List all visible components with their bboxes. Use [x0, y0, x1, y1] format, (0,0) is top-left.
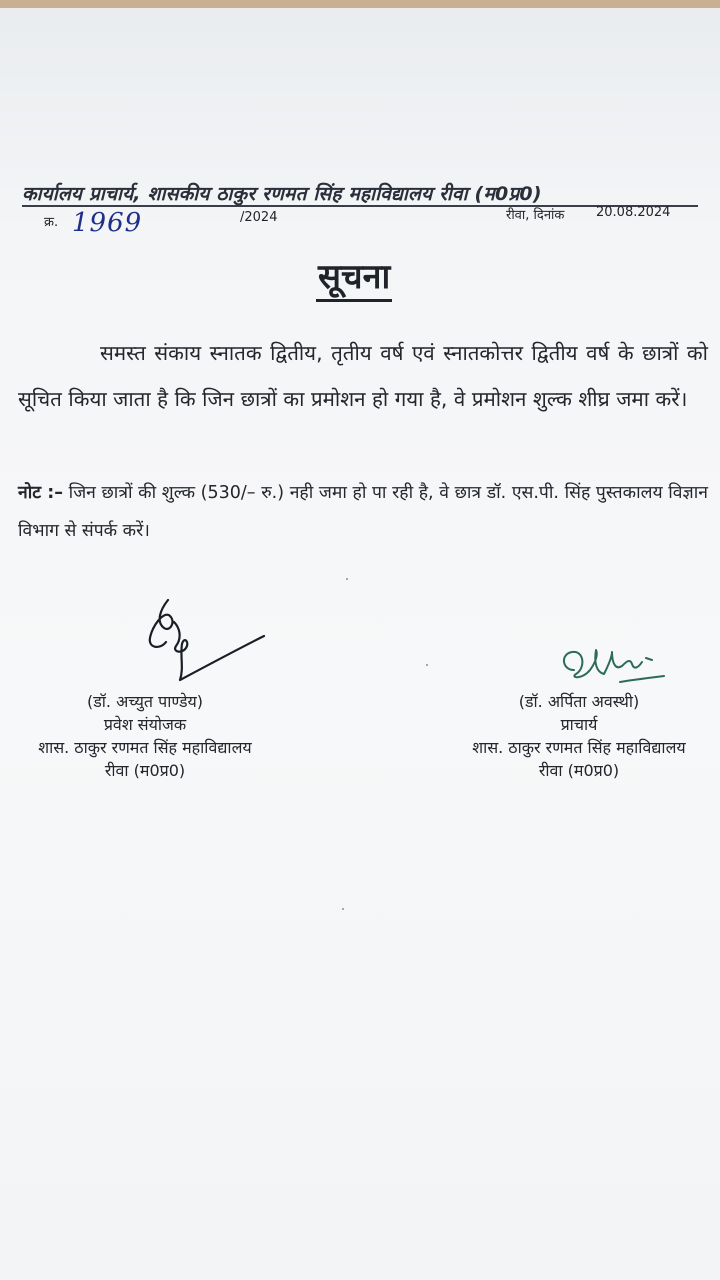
- paper-speck: [346, 578, 348, 580]
- reference-prefix: क्र.: [44, 215, 59, 230]
- notice-body: समस्त संकाय स्नातक द्वितीय, तृतीय वर्ष एवं स्नातकोत्तर द्वितीय वर्ष के छात्रों को सूचित किया जाता है कि जिन छात्रों का प्रमोशन हो गया है, वे प्रमोशन शुल्क शीघ्र जमा करें।: [18, 341, 708, 411]
- signatory-place: रीवा (म0प्र0): [104, 761, 186, 780]
- reference-year: /2024: [240, 210, 278, 225]
- signatory-name: (डॉ. अर्पिता अवस्थी): [518, 692, 640, 711]
- signature-right: [552, 640, 672, 692]
- signatory-right: [434, 690, 720, 782]
- signatory-designation: प्राचार्य: [560, 715, 598, 734]
- signatory-left: [0, 690, 290, 782]
- signature-left: [130, 592, 280, 692]
- notice-note: [18, 474, 708, 550]
- date-value: 20.08.2024: [596, 205, 671, 220]
- reference-number-handwritten: 1969: [72, 208, 143, 238]
- signatory-designation: प्रवेश संयोजक: [103, 715, 187, 734]
- signatory-institution: शास. ठाकुर रणमत सिंह महाविद्यालय: [38, 738, 252, 757]
- notice-title: सूचना: [316, 256, 392, 302]
- paper-speck: [426, 664, 428, 666]
- signatory-name: (डॉ. अच्युत पाण्डेय): [86, 692, 204, 711]
- date-label: रीवा, दिनांक: [506, 208, 565, 223]
- paper-speck: [342, 908, 344, 910]
- note-text: जिन छात्रों की शुल्क (530/– रु.) नही जमा हो पा रही है, वे छात्र डॉ. एस.पी. सिंह पुस्तकालय विज्ञान विभाग से संपर्क करें।: [18, 483, 708, 541]
- signatory-place: रीवा (म0प्र0): [538, 761, 620, 780]
- office-letterhead: कार्यालय प्राचार्य, शासकीय ठाकुर रणमत सिंह महाविद्यालय रीवा (म0प्र0): [22, 183, 542, 205]
- signatory-institution: शास. ठाकुर रणमत सिंह महाविद्यालय: [472, 738, 686, 757]
- note-label: नोट :–: [18, 483, 63, 503]
- table-surface-edge: [0, 0, 720, 8]
